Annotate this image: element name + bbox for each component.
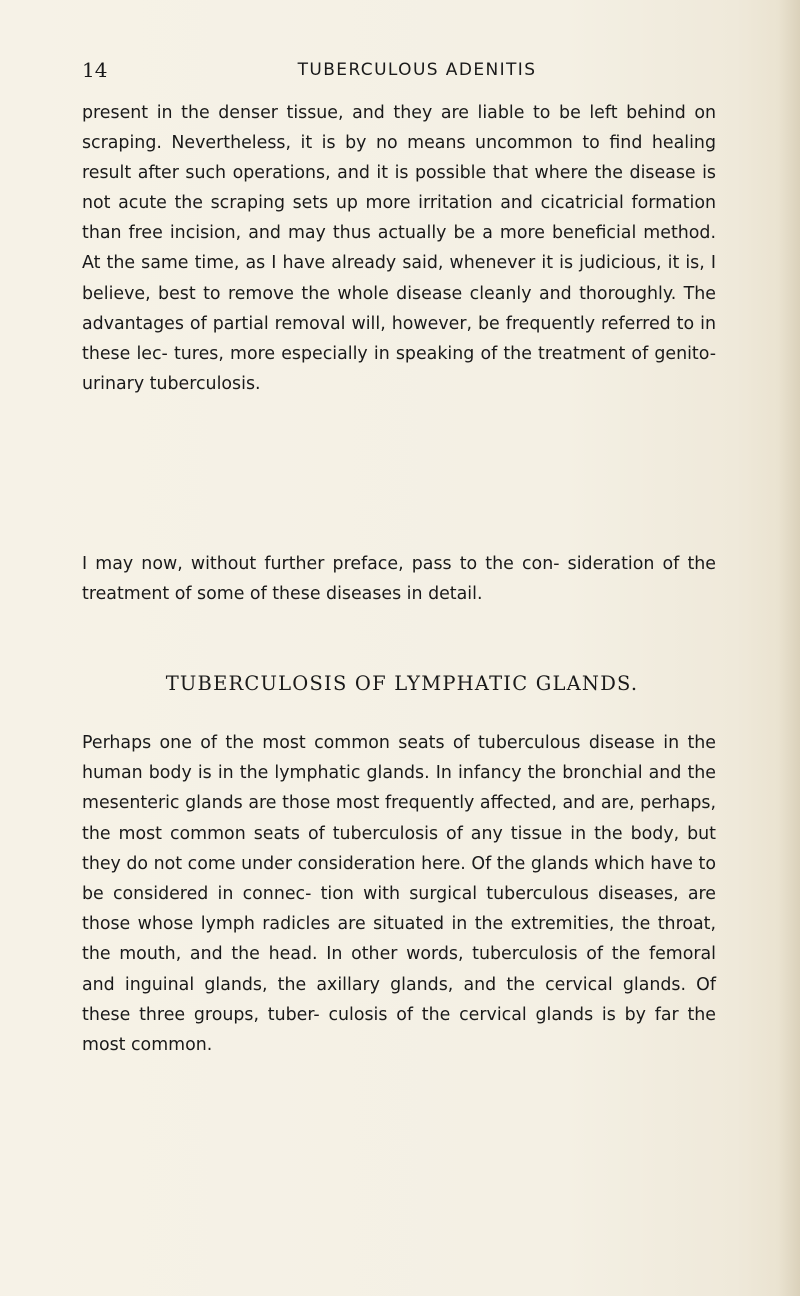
paragraph-3: Perhaps one of the most common seats of tuberculous disease in the human body is in the lymphatic glands. In infancy the bronchial and the mesenteric glands are those most frequently affected, and are, perhaps, the most common seats of tuberculosis of any tissue in the body, but they do not come under consideration here. Of the glands which have to be considered in connec- tion with surgical tuberculous diseases, are those whose lymph radicles are situated in the extremities, the throat, the mouth, and the head. In other words, tuberculosis of the femoral and inguinal glands, the axillary glands, and the cervical glands. Of these three groups, tuber- culosis of the cervical glands is by far the most common.: [82, 733, 716, 1056]
paragraph-2: I may now, without further preface, pass to the con- sideration of the treatment of some of these diseases in detail.: [82, 554, 716, 605]
page-number: 14: [82, 58, 108, 82]
page-edge-shadow: [778, 0, 800, 1296]
paragraph-1: present in the denser tissue, and they are liable to be left behind on scraping. Nevertheless, it is by no means uncommon to find healing result after such operations, and it is possible that where the disease is not acute the scraping sets up more irritation and cicatricial formation than free incision, and may thus actually be a more beneficial method. At the same time, as I have already said, whenever it is judicious, it is, I believe, best to remove the whole disease cleanly and thoroughly. The advantages of partial removal will, however, be frequently referred to in these lec- tures, more especially in speaking of the treatment of genito-urinary tuberculosis.: [82, 103, 716, 394]
running-head: TUBERCULOUS ADENITIS: [297, 60, 537, 80]
page-header: [82, 58, 722, 88]
section-heading: TUBERCULOSIS OF LYMPHATIC GLANDS.: [165, 672, 639, 695]
